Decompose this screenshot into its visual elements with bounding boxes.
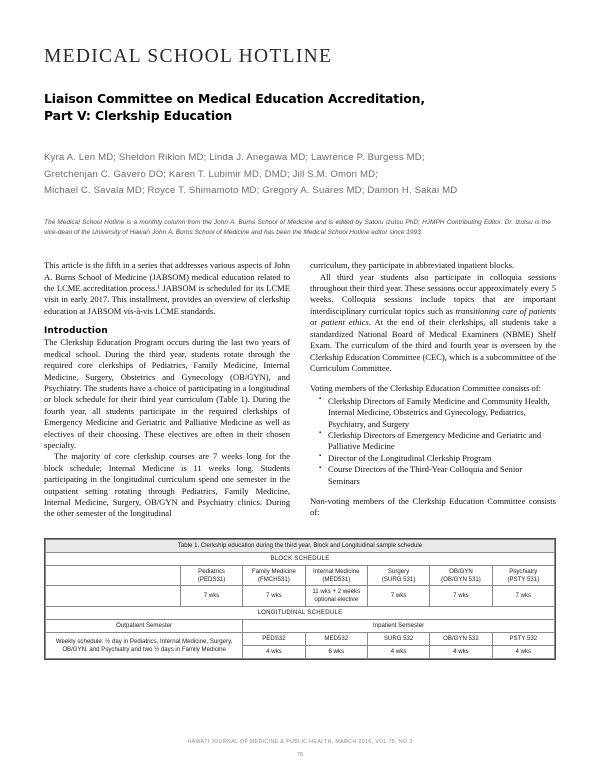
longitudinal-weeks-obgyn: 4 wks — [430, 646, 492, 659]
block-weeks-family-medicine: 7 wks — [243, 586, 305, 607]
left-column — [44, 260, 290, 520]
left-paragraph-2: The Clerkship Education Program occurs during the last two years of medical school. During the third year, students rotate through the required core clerkships of Pediatrics, Family Medicine, Internal Medicine, Surgery, Obstetrics and Gynecology (OB/GYN), and Psychiatry. The students have a choice of participating in a longitudinal or block schedule for their third year curriculum (Table 1). During the fourth year, all students participate in the required clerkships of Emergency Medicine and Geriatric and Palliative Medicine as well as electives of their choosing. These electives are often in their chosen specialty. — [44, 337, 290, 450]
block-weeks-internal-medicine: 11 wks + 2 weeks optional elective — [305, 586, 367, 607]
list-item: ▪ Clerkship Directors of Family Medicine and Community Health, Internal Medicine, Obstetrics and Gynecology, Pediatrics, Psychiatry, and Surgery — [321, 396, 556, 430]
block-course-internal-medicine — [305, 565, 367, 586]
table-row — [46, 586, 555, 607]
longitudinal-weeks-internal-medicine: 6 wks — [305, 646, 367, 659]
table-row — [46, 565, 555, 586]
weekly-schedule-description: Weekly schedule: ½ day in Pediatrics, Internal Medicine, Surgery, OB/GYN, and Psychiatry and two ½ days in Family Medicine — [46, 633, 243, 659]
longitudinal-weeks-pediatrics: 4 wks — [243, 646, 305, 659]
inpatient-semester-header: Inpatient Semester — [243, 620, 555, 633]
article-title — [44, 90, 556, 124]
left-paragraph-1: This article is the fifth in a series that addresses various aspects of John A. Burns School of Medicine (JABSOM) medical education related to the LCME accreditation process.¹ JABSOM is scheduled for its LCME visit in early 2017. This installment, provides an overview of clerkship education at JABSOM vis-à-vis LCME standards. — [44, 260, 290, 316]
list-item: ▪ Director of the Longitudinal Clerkship Program — [321, 453, 556, 464]
article-title-line-1: Liaison Committee on Medical Education Accreditation, — [44, 91, 425, 106]
table-row — [46, 633, 555, 646]
author-line-1: Kyra A. Len MD; Sheldon Riklon MD; Linda J. Anegawa MD; Lawrence P. Burgess MD; — [44, 152, 425, 164]
course-code: (PSTY 531) — [507, 575, 540, 583]
block-weeks-obgyn: 7 wks — [430, 586, 492, 607]
block-schedule-label: BLOCK SCHEDULE — [46, 552, 555, 565]
right-column — [310, 260, 556, 519]
author-list — [44, 150, 556, 200]
course-name: Psychiatry — [509, 567, 538, 575]
footer-journal-line: HAWAI'I JOURNAL OF MEDICINE & PUBLIC HEALTH, MARCH 2016, VOL 75, NO 3 — [187, 739, 413, 745]
longitudinal-weeks-surgery: 4 wks — [367, 646, 429, 659]
block-course-surgery — [367, 565, 429, 586]
body-columns — [44, 260, 556, 520]
outpatient-semester-header: Outpatient Semester — [46, 620, 243, 633]
right-para2-part-a: All third year students also participate in colloquia sessions throughout their third year. These sessions occur approximately every 5 weeks. Colloquia sessions include topics that are important interdisciplinary curricular topics such as — [310, 271, 556, 316]
course-code: (PEDS31) — [197, 575, 226, 583]
table-row — [46, 620, 555, 633]
course-name: Internal Medicine — [313, 567, 360, 575]
author-line-3: Michael C. Savala MD; Royce T. Shimamoto MD; Gregory A. Suares MD; Damon H. Sakai MD — [44, 185, 458, 197]
table-caption-row — [46, 539, 555, 552]
longitudinal-code-obgyn: OB/GYN 532 — [430, 633, 492, 646]
nonvoting-members-intro: Non-voting members of the Clerkship Education Committee consists of: — [310, 495, 556, 518]
course-name: OB/GYN — [449, 567, 473, 575]
block-weeks-pediatrics: 7 wks — [180, 586, 242, 607]
voting-members-intro: Voting members of the Clerkship Education Committee consists of: — [310, 383, 542, 394]
course-code: (FMCH531) — [257, 575, 290, 583]
right-para2-italic-2: patient ethics — [321, 317, 369, 328]
longitudinal-code-internal-medicine: MED532 — [305, 633, 367, 646]
right-para2-part-c: . At the end of their clerkships, all students take a standardized National Board of Medical Examiners (NBME) Shelf Exam. The curriculum of the third and fourth year is overseen by the Clerkship Education Committee (CEC), which is a subcommittee of the Curriculum Committee. — [310, 317, 556, 373]
longitudinal-code-surgery: SURG 532 — [367, 633, 429, 646]
left-paragraph-3: The majority of core clerkship courses are 7 weeks long for the block schedule; Internal Medicine is 11 weeks long. Students participating in the longitudinal curriculum spend one semester in the outpatient setting rotating through Pediatrics, Family Medicine, Internal Medicine, Surgery, OB/GYN and Psychiatry clinics. During the other semester of the longitudinal — [44, 451, 290, 519]
list-item: ▪ Clerkship Directors of Emergency Medicine and Geriatric and Palliative Medicine — [321, 430, 556, 453]
longitudinal-weeks-psychiatry: 4 wks — [492, 646, 554, 659]
longitudinal-schedule-label: LONGITUDINAL SCHEDULE — [46, 607, 555, 620]
voting-members-list — [310, 396, 556, 487]
right-para2-italic-1: transitioning care of patients — [455, 305, 556, 316]
course-code: (OB/GYN 531) — [441, 575, 481, 583]
longitudinal-code-psychiatry: PSTY 532 — [492, 633, 554, 646]
article-title-line-2: Part V: Clerkship Education — [44, 108, 233, 124]
block-course-psychiatry — [492, 565, 554, 586]
longitudinal-schedule-band-row — [46, 607, 555, 620]
right-paragraph-2 — [310, 272, 556, 375]
course-name: Family Medicine — [251, 567, 296, 575]
block-schedule-band-row — [46, 552, 555, 565]
empty-corner-cell — [46, 565, 181, 586]
longitudinal-code-pediatrics: PEDS32 — [243, 633, 305, 646]
block-course-family-medicine — [243, 565, 305, 586]
masthead-title: MEDICAL SCHOOL HOTLINE — [44, 46, 333, 67]
heading-introduction: Introduction — [44, 326, 108, 337]
editorial-note: The Medical School Hotline is a monthly column from the John A. Burns School of Medicine and is edited by Satoru Izutsu PhD; HJMPH Contributing Editor. Dr. Izutsu is the vice-dean of the University of Hawai'i John A. Burns School of Medicine and has been the Medical School Hotline editor since 1993. — [44, 218, 551, 236]
clerkship-schedule-table — [44, 538, 556, 660]
block-course-obgyn — [430, 565, 492, 586]
block-weeks-psychiatry: 7 wks — [492, 586, 554, 607]
right-para2-part-b: or — [310, 317, 322, 328]
table-caption: Table 1. Clerkship education during the third year, Block and Longitudinal sample schedule — [46, 539, 555, 552]
course-code: (SURG 531) — [381, 575, 416, 583]
block-course-pediatrics — [180, 565, 242, 586]
right-paragraph-1: curriculum, they participate in abbreviated inpatient blocks. — [310, 260, 515, 271]
block-weeks-surgery: 7 wks — [367, 586, 429, 607]
list-item: ▪ Course Directors of the Third-Year Colloquia and Senior Seminars — [321, 464, 556, 487]
course-code: (MED531) — [322, 575, 351, 583]
course-name: Pediatrics — [198, 567, 225, 575]
author-line-2: Gretchenjan C. Gavero DO; Karen T. Lubimir MD, DMD; Jill S.M. Omori MD; — [44, 168, 379, 180]
page-number: 78 — [297, 752, 303, 758]
course-name: Surgery — [387, 567, 410, 575]
empty-cell — [46, 586, 181, 607]
